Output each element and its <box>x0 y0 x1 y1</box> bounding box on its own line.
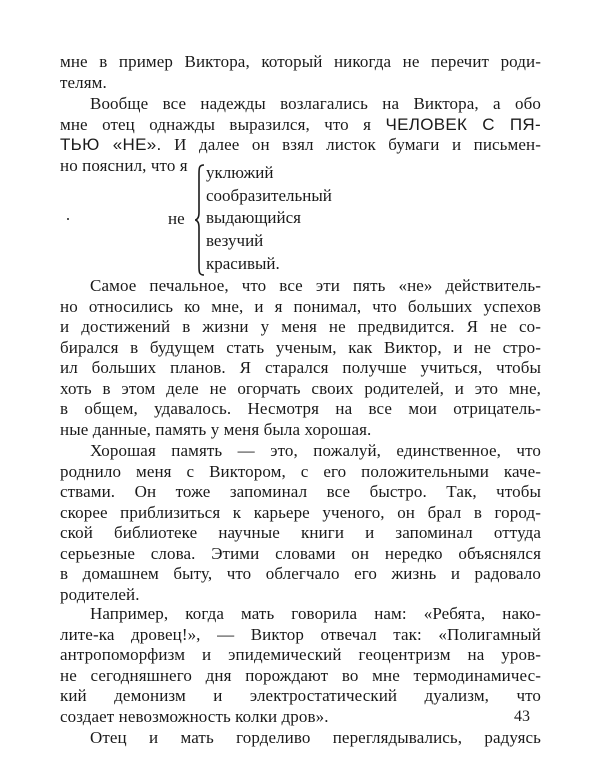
paragraph-continuation <box>60 52 541 93</box>
text-line: ные данные, память у меня была хорошая. <box>60 419 372 439</box>
brace-item: сообразительный <box>206 185 332 205</box>
text-line: ской библиотеке научные книги и запоминал оттуда <box>60 523 541 542</box>
brace-item: выдающийся <box>206 208 301 228</box>
brace-item: красивый. <box>206 253 280 273</box>
paragraph-saddest <box>60 276 541 440</box>
text-line: но относились ко мне, и я понимал, что больших успехов <box>60 296 541 316</box>
text-line: не сегодняшнего дня порождают во мне термодинамичес- <box>60 665 541 685</box>
text-line: ил больших планов. Я старался получше учиться, чтобы <box>60 358 541 377</box>
text-line: хоть в этом деле не огорчать своих родителей, и это мне, <box>60 378 541 398</box>
brace-item: уклюжий <box>206 163 274 182</box>
text-line: скорее приблизиться к карьере ученого, он брал в город- <box>60 502 541 522</box>
brace-items <box>206 162 332 276</box>
caps-fragment: ЧЕЛОВЕК С ПЯ- <box>385 114 541 134</box>
text-line: Вообще все надежды возлагались на Виктора, а обо <box>90 94 541 113</box>
text-line: Отец и мать горделиво переглядывались, радуясь <box>90 728 541 747</box>
text-line: и достижений в жизни у меня не предвидится. Я не со- <box>60 317 541 336</box>
text-line: в общем, удавалось. Несмотря на все мои отрицатель- <box>60 399 541 418</box>
text-fragment: И далее он взял листок бумаги и письмен- <box>174 135 541 154</box>
text-line: роднило меня с Виктором, с его положительными каче- <box>60 461 541 481</box>
paragraph-example <box>60 604 541 727</box>
brace-item: везучий <box>206 231 264 251</box>
ne-brace-list <box>168 162 368 276</box>
text-line: родителей. <box>60 584 140 604</box>
text-line: создает невозможность колки дров». <box>60 706 329 726</box>
text-line: ствами. Он тоже запоминал все быстро. Так, чтобы <box>60 482 541 501</box>
text-line: Например, когда мать говорила нам: «Ребята, нако- <box>90 604 541 623</box>
page-number: 43 <box>514 708 530 725</box>
text-line: Хорошая память — это, пожалуй, единственное, что <box>90 441 541 460</box>
text-line: мне в пример Виктора, который никогда не перечит роди- <box>60 52 541 71</box>
text-line: но пояснил, что я <box>60 155 188 175</box>
caps-fragment: ТЬЮ «НЕ». <box>60 135 162 154</box>
text-line: Самое печальное, что все эти пять «не» действитель- <box>90 276 541 295</box>
text-line <box>60 115 541 136</box>
text-line: в домашнем быту, что облегчало его жизнь и радовало <box>60 564 541 583</box>
paragraph-memory <box>60 441 541 605</box>
text-line: телям. <box>60 72 107 92</box>
text-line <box>60 135 541 156</box>
print-speck <box>67 218 69 220</box>
text-line: серьезные слова. Этими словами он нередко объяснялся <box>60 543 541 563</box>
paragraph-parents <box>60 728 541 749</box>
text-line: кий демонизм и электростатический дуализм, что <box>60 686 541 705</box>
text-fragment: мне отец однажды выразился, что я <box>60 114 372 134</box>
curly-brace-icon <box>195 164 205 276</box>
text-line: лите-ка дровец!», — Виктор отвечал так: «Полигамный <box>60 624 541 644</box>
brace-label: не <box>168 209 185 228</box>
text-line: бирался в будущем стать ученым, как Виктор, и не стро- <box>60 337 541 357</box>
text-line: антропоморфизм и эпидемический геоцентризм на уров- <box>60 645 541 664</box>
